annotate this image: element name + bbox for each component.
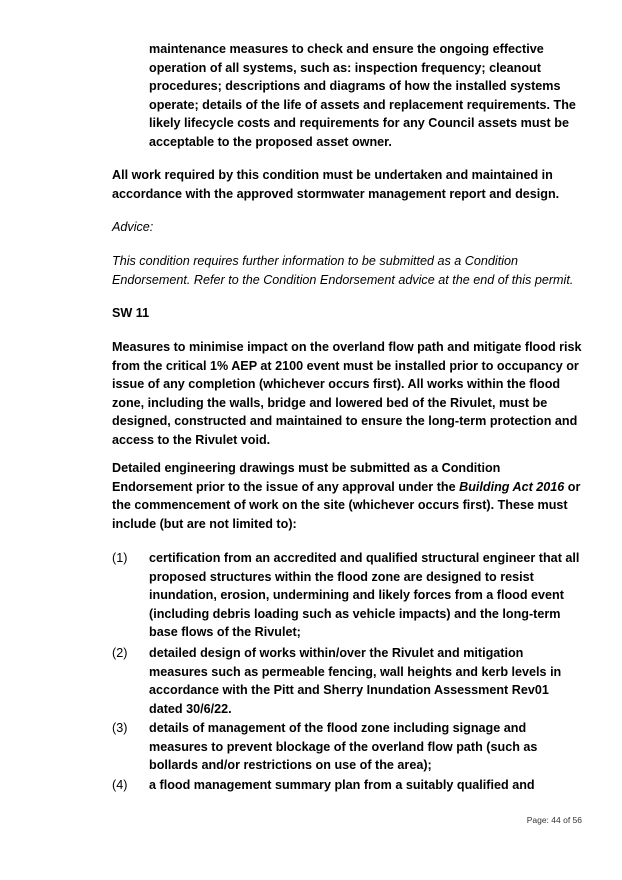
list-item-number: (1) bbox=[112, 551, 128, 565]
drawings-text-pre: Detailed engineering drawings must be submitted as a Condition Endorsement prior to the issue of any approval under the bbox=[112, 461, 501, 494]
condition-heading: SW 11 bbox=[112, 306, 150, 320]
list-item-text: details of management of the flood zone including signage and measures to prevent blockage of the overland flow path (such as bollards and/or restrictions on use of the area); bbox=[149, 721, 538, 772]
measures-paragraph: Measures to minimise impact on the overland flow path and mitigate flood risk from the critical 1% AEP at 2100 event must be installed prior to occupancy or issue of any completion (whichever occurs first). All works within the flood zone, including the walls, bridge and lowered bed of the Rivulet, must be designed, constructed and maintained to ensure the long-term protection and access to the Rivulet void. bbox=[112, 340, 582, 447]
drawings-text-post: or the commencement of work on the site (whichever occurs first). These must include (but are not limited to): bbox=[112, 479, 581, 531]
advice-label: Advice: bbox=[112, 220, 154, 234]
list-item-text: a flood management summary plan from a suitably qualified and bbox=[149, 778, 535, 792]
continuation-paragraph: maintenance measures to check and ensure the ongoing effective operation of all systems, such as: inspection frequency; cleanout procedures; descriptions and diagrams of how the installed systems operate; details of the life of assets and replacement requirements. The likely lifecycle costs and requirements for any Council assets must be acceptable to the proposed asset owner. bbox=[149, 42, 576, 149]
page-number: Page: 44 of 56 bbox=[526, 815, 582, 825]
list-item-number: (4) bbox=[112, 778, 128, 792]
list-item-number: (2) bbox=[112, 646, 128, 660]
drawings-paragraph bbox=[112, 459, 582, 533]
all-work-paragraph: All work required by this condition must be undertaken and maintained in accordance with the approved stormwater management report and design. bbox=[112, 168, 560, 201]
building-act-reference: Building Act 2016 bbox=[459, 479, 565, 494]
list-item-text: certification from an accredited and qualified structural engineer that all proposed structures within the flood zone are designed to resist inundation, erosion, undermining and likely forces from a flood event (including debris loading such as vehicle impacts) and the long-term base flows of the Rivulet; bbox=[149, 551, 580, 639]
list-item-text: detailed design of works within/over the Rivulet and mitigation measures such as permeable fencing, wall heights and kerb levels in accordance with the Pitt and Sherry Inundation Assessment Rev01 dated 30/6/22. bbox=[149, 646, 562, 716]
advice-text: This condition requires further information to be submitted as a Condition Endorsement. Refer to the Condition Endorsement advice at the end of this permit. bbox=[112, 254, 574, 287]
list-item-number: (3) bbox=[112, 721, 128, 735]
